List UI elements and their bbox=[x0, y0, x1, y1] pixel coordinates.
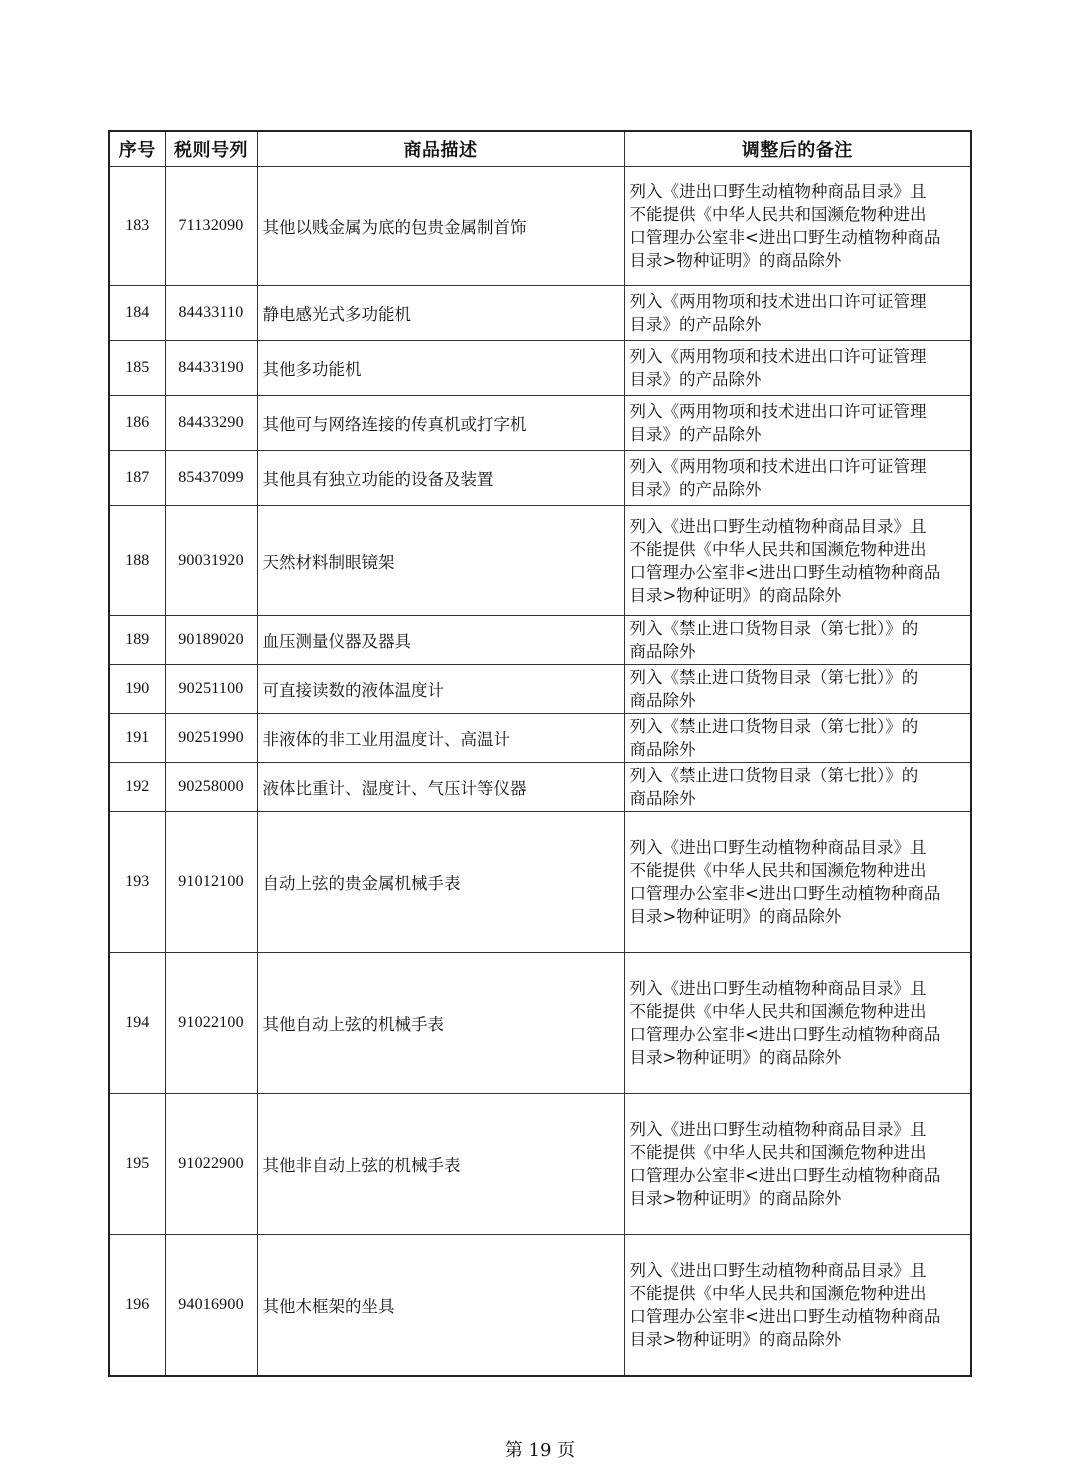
note-line: 列入《禁止进口货物目录（第七批）》的 bbox=[629, 668, 919, 687]
note-line: 不能提供《中华人民共和国濒危物种进出 bbox=[629, 1283, 927, 1303]
cell-desc: 其他以贱金属为底的包贵金属制首饰 bbox=[257, 167, 624, 286]
note-line: 列入《进出口野生动植物种商品目录》且 bbox=[629, 1260, 927, 1280]
note-line: 列入《进出口野生动植物种商品目录》且 bbox=[629, 1120, 927, 1139]
note-line: 目录》的产品除外 bbox=[629, 425, 762, 444]
cell-code: 71132090 bbox=[165, 167, 257, 286]
cell-seq: 191 bbox=[109, 714, 165, 763]
note-line: 目录>物种证明》的商品除外 bbox=[629, 251, 842, 270]
cell-note bbox=[624, 1235, 971, 1376]
note-line: 列入《禁止进口货物目录（第七批）》的 bbox=[629, 766, 919, 785]
note-line: 不能提供《中华人民共和国濒危物种进出 bbox=[629, 1002, 927, 1021]
cell-seq: 189 bbox=[109, 616, 165, 665]
note-line: 列入《禁止进口货物目录（第七批）》的 bbox=[629, 619, 919, 638]
cell-desc: 其他木框架的坐具 bbox=[257, 1235, 624, 1376]
note-line: 商品除外 bbox=[629, 642, 696, 661]
cell-code: 90251100 bbox=[165, 665, 257, 714]
table-row bbox=[109, 714, 971, 763]
cell-desc: 其他可与网络连接的传真机或打字机 bbox=[257, 396, 624, 451]
cell-note bbox=[624, 341, 971, 396]
cell-note bbox=[624, 396, 971, 451]
table-row bbox=[109, 665, 971, 714]
note-line: 列入《进出口野生动植物种商品目录》且 bbox=[629, 182, 927, 201]
cell-code: 91022900 bbox=[165, 1094, 257, 1235]
note-line: 商品除外 bbox=[629, 740, 696, 759]
cell-seq: 190 bbox=[109, 665, 165, 714]
note-line: 不能提供《中华人民共和国濒危物种进出 bbox=[629, 539, 927, 559]
table-row bbox=[109, 616, 971, 665]
cell-seq: 194 bbox=[109, 953, 165, 1094]
cell-seq: 186 bbox=[109, 396, 165, 451]
note-line: 商品除外 bbox=[629, 789, 696, 808]
cell-note bbox=[624, 451, 971, 506]
cell-seq: 183 bbox=[109, 167, 165, 286]
cell-desc: 液体比重计、湿度计、气压计等仪器 bbox=[257, 763, 624, 812]
note-line: 口管理办公室非<进出口野生动植物种商品 bbox=[629, 884, 941, 903]
table-row bbox=[109, 451, 971, 506]
note-line: 目录》的产品除外 bbox=[629, 370, 762, 389]
note-line: 目录>物种证明》的商品除外 bbox=[629, 907, 842, 926]
header-desc: 商品描述 bbox=[257, 131, 624, 167]
page-number: 第 19 页 bbox=[504, 1440, 576, 1461]
cell-seq: 184 bbox=[109, 286, 165, 341]
cell-desc: 非液体的非工业用温度计、高温计 bbox=[257, 714, 624, 763]
header-code: 税则号列 bbox=[165, 131, 257, 167]
cell-seq: 192 bbox=[109, 763, 165, 812]
cell-note bbox=[624, 506, 971, 616]
cell-note bbox=[624, 1094, 971, 1235]
cell-code: 91022100 bbox=[165, 953, 257, 1094]
cell-code: 90031920 bbox=[165, 506, 257, 616]
cell-code: 84433110 bbox=[165, 286, 257, 341]
note-line: 口管理办公室非<进出口野生动植物种商品 bbox=[629, 1025, 941, 1044]
cell-note bbox=[624, 286, 971, 341]
cell-note bbox=[624, 763, 971, 812]
cell-code: 85437099 bbox=[165, 451, 257, 506]
note-line: 目录》的产品除外 bbox=[629, 315, 762, 334]
note-line: 目录>物种证明》的商品除外 bbox=[629, 1329, 842, 1349]
cell-desc: 血压测量仪器及器具 bbox=[257, 616, 624, 665]
cell-code: 90258000 bbox=[165, 763, 257, 812]
cell-desc: 自动上弦的贵金属机械手表 bbox=[257, 812, 624, 953]
cell-seq: 187 bbox=[109, 451, 165, 506]
cell-seq: 193 bbox=[109, 812, 165, 953]
table-row bbox=[109, 286, 971, 341]
cell-seq: 196 bbox=[109, 1235, 165, 1376]
note-line: 口管理办公室非<进出口野生动植物种商品 bbox=[629, 1306, 941, 1326]
note-line: 不能提供《中华人民共和国濒危物种进出 bbox=[629, 861, 927, 880]
cell-desc: 其他非自动上弦的机械手表 bbox=[257, 1094, 624, 1235]
note-line: 不能提供《中华人民共和国濒危物种进出 bbox=[629, 205, 927, 224]
table-row bbox=[109, 506, 971, 616]
cell-note bbox=[624, 953, 971, 1094]
note-line: 目录>物种证明》的商品除外 bbox=[629, 585, 842, 605]
cell-seq: 185 bbox=[109, 341, 165, 396]
note-line: 目录》的产品除外 bbox=[629, 480, 762, 499]
cell-code: 90251990 bbox=[165, 714, 257, 763]
note-line: 列入《进出口野生动植物种商品目录》且 bbox=[629, 516, 927, 536]
cell-seq: 195 bbox=[109, 1094, 165, 1235]
note-line: 口管理办公室非<进出口野生动植物种商品 bbox=[629, 1166, 941, 1185]
note-line: 列入《两用物项和技术进出口许可证管理 bbox=[629, 292, 927, 311]
cell-code: 91012100 bbox=[165, 812, 257, 953]
cell-code: 84433190 bbox=[165, 341, 257, 396]
cell-code: 94016900 bbox=[165, 1235, 257, 1376]
cell-note bbox=[624, 812, 971, 953]
table-row bbox=[109, 396, 971, 451]
table-row bbox=[109, 1094, 971, 1235]
cell-note bbox=[624, 665, 971, 714]
cell-desc: 天然材料制眼镜架 bbox=[257, 506, 624, 616]
table-row bbox=[109, 167, 971, 286]
cell-note bbox=[624, 714, 971, 763]
note-line: 列入《两用物项和技术进出口许可证管理 bbox=[629, 347, 927, 366]
table-header-row bbox=[109, 131, 971, 167]
note-line: 目录>物种证明》的商品除外 bbox=[629, 1189, 842, 1208]
cell-desc: 可直接读数的液体温度计 bbox=[257, 665, 624, 714]
table-row bbox=[109, 812, 971, 953]
cell-code: 90189020 bbox=[165, 616, 257, 665]
cell-desc: 其他多功能机 bbox=[257, 341, 624, 396]
header-seq: 序号 bbox=[109, 131, 165, 167]
table-row bbox=[109, 341, 971, 396]
note-line: 列入《两用物项和技术进出口许可证管理 bbox=[629, 402, 927, 421]
cell-desc: 静电感光式多功能机 bbox=[257, 286, 624, 341]
note-line: 目录>物种证明》的商品除外 bbox=[629, 1048, 842, 1067]
note-line: 商品除外 bbox=[629, 691, 696, 710]
cell-desc: 其他具有独立功能的设备及装置 bbox=[257, 451, 624, 506]
note-line: 列入《进出口野生动植物种商品目录》且 bbox=[629, 838, 927, 857]
table-row bbox=[109, 763, 971, 812]
cell-note bbox=[624, 616, 971, 665]
table-row bbox=[109, 1235, 971, 1376]
note-line: 口管理办公室非<进出口野生动植物种商品 bbox=[629, 228, 941, 247]
note-line: 口管理办公室非<进出口野生动植物种商品 bbox=[629, 562, 941, 582]
cell-seq: 188 bbox=[109, 506, 165, 616]
header-note: 调整后的备注 bbox=[624, 131, 971, 167]
cell-desc: 其他自动上弦的机械手表 bbox=[257, 953, 624, 1094]
cell-note bbox=[624, 167, 971, 286]
note-line: 列入《禁止进口货物目录（第七批）》的 bbox=[629, 717, 919, 736]
cell-code: 84433290 bbox=[165, 396, 257, 451]
note-line: 列入《进出口野生动植物种商品目录》且 bbox=[629, 979, 927, 998]
note-line: 列入《两用物项和技术进出口许可证管理 bbox=[629, 457, 927, 476]
table-body bbox=[109, 167, 971, 1376]
tariff-table bbox=[108, 130, 972, 1377]
note-line: 不能提供《中华人民共和国濒危物种进出 bbox=[629, 1143, 927, 1162]
table-row bbox=[109, 953, 971, 1094]
